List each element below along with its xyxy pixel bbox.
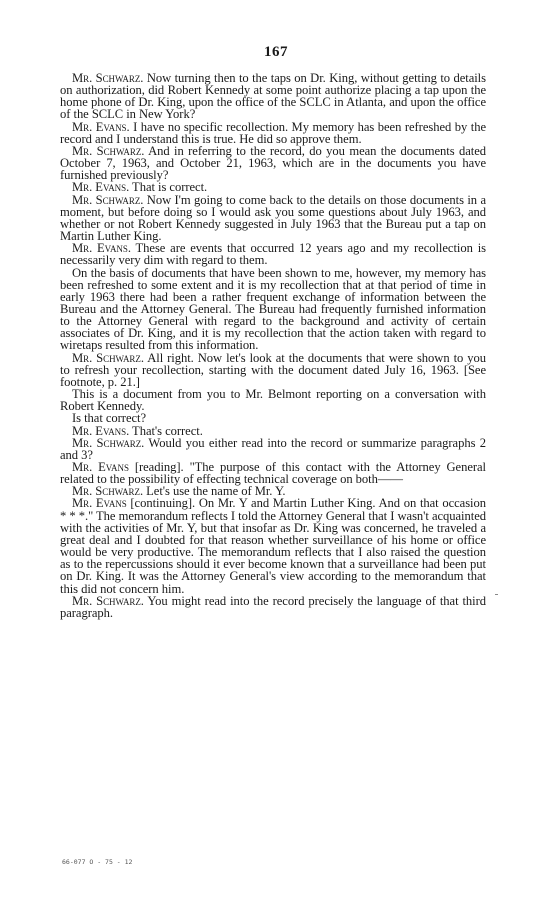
paragraph-text: [continuing]. On Mr. Y and Martin Luther King. And on that occasion * * *." The memorandum reflects I told the Attorney General that I wasn't acquainted with the activities of Mr. Y, but that insofar as Dr. King was concerned, he traveled a great deal and I doubted for that reason whether surveillance of his home or office would be very productive. The memorandum reflects that I also raised the question as to the repercussions should it ever become known that a surveillance had been put on Dr. King. It was the Attorney General's view according to the memorandum that this did not concern him.	[60, 496, 486, 596]
testimony-paragraph	[60, 242, 486, 266]
speaker-name: Mr. Schwarz.	[72, 435, 145, 450]
speaker-name: Mr. Evans	[72, 496, 127, 511]
print-code: 66-077 O - 75 - 12	[62, 858, 133, 866]
speaker-name: Mr. Evans.	[72, 423, 130, 438]
speaker-name: Mr. Evans	[72, 460, 129, 474]
paragraph-text: This is a document from you to Mr. Belmont reporting on a conversation with Robert Kennedy.	[60, 387, 486, 414]
paragraph-text: Is that correct?	[72, 411, 147, 426]
speaker-name: Mr. Schwarz.	[72, 484, 144, 499]
paragraph-text: Let's use the name of Mr. Y.	[143, 484, 286, 499]
paragraph-text: Now I'm going to come back to the details on those documents in a moment, but before doing so I would ask you some questions about July 1963, and whether or not Robert Kennedy suggested in July 1963 that the Bureau put a tap on Martin Luther King.	[60, 192, 486, 244]
paragraph-text: Now turning then to the taps on Dr. King, without getting to details on authorization, did Robert Kennedy at some point authorize placing a tap upon the home phone of Dr. King, upon the office of the SCLC in Atlanta, and upon the office of the SCLC in New York?	[60, 71, 486, 122]
speaker-name: Mr. Schwarz.	[72, 192, 144, 207]
testimony-paragraph	[60, 194, 486, 243]
testimony-paragraph	[60, 72, 486, 121]
speaker-name: Mr. Evans.	[72, 241, 131, 256]
paragraph-text: I have no specific recollection. My memory has been refreshed by the record and I understand this is true. He did so approve them.	[60, 119, 486, 146]
testimony-paragraph	[60, 145, 486, 181]
testimony-paragraph	[60, 388, 486, 412]
paragraph-text: These are events that occurred 12 years ago and my recollection is necessarily very dim with regard to them.	[60, 241, 486, 268]
speaker-name: Mr. Evans.	[72, 119, 130, 134]
speaker-name: Mr. Schwarz.	[72, 143, 145, 158]
testimony-body	[60, 72, 486, 619]
paragraph-text: On the basis of documents that have been shown to me, however, my memory has been refreshed to some extent and it is my recollection that at that period of time in early 1963 there had been a rather frequent exchange of information between the Bureau and the Attorney General. The Bureau had frequently furnished information to the Attorney General with regard to the background and activity of certain associates of Dr. King, and it is my recollection that the action taken with regard to wiretaps resulted from this information.	[60, 265, 486, 353]
testimony-paragraph	[60, 497, 486, 594]
paragraph-text: All right. Now let's look at the documents that were shown to you to refresh your recollection, starting with the document dated July 16, 1963. [See footnote, p. 21.]	[60, 350, 486, 389]
testimony-paragraph	[60, 267, 486, 352]
speaker-name: Mr. Schwarz.	[72, 350, 144, 365]
paragraph-text: That is correct.	[129, 180, 208, 195]
page-number: 167	[264, 44, 288, 60]
margin-mark	[495, 594, 498, 595]
paragraph-text: That's correct.	[129, 423, 203, 438]
paragraph-text: [reading]. "The purpose of this contact with the Attorney General related to the possibility of effecting technical coverage on both——	[60, 460, 486, 487]
paragraph-text: And in referring to the record, do you mean the documents dated October 7, 1963, and October 21, 1963, which are in the documents you have furnished previously?	[60, 143, 486, 183]
testimony-paragraph	[60, 352, 486, 388]
paragraph-text: Would you either read into the record or summarize paragraphs 2 and 3?	[60, 435, 486, 462]
testimony-paragraph	[60, 595, 486, 619]
testimony-paragraph	[60, 461, 486, 485]
speaker-name: Mr. Evans.	[72, 180, 130, 195]
testimony-paragraph	[60, 121, 486, 145]
speaker-name: Mr. Schwarz.	[72, 593, 144, 608]
speaker-name: Mr. Schwarz.	[72, 71, 144, 85]
testimony-paragraph	[60, 437, 486, 461]
paragraph-text: You might read into the record precisely the language of that third paragraph.	[60, 593, 486, 620]
